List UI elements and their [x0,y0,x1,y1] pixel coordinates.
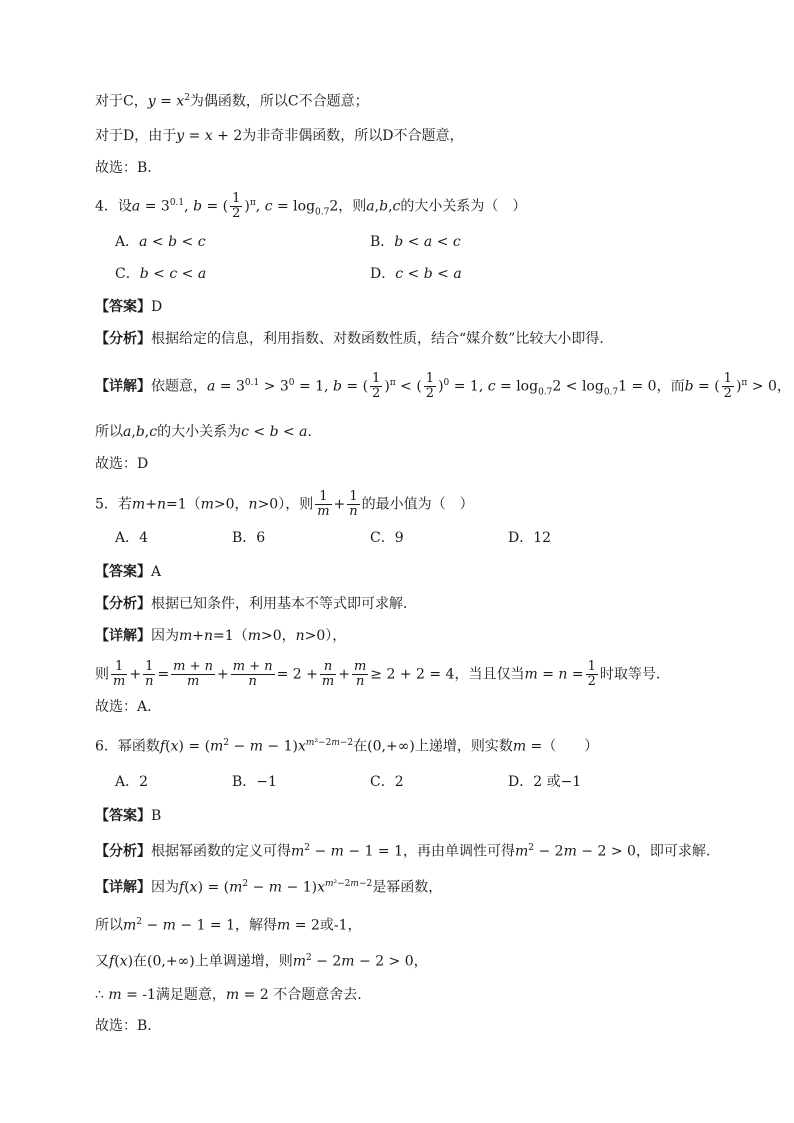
q6-detail-line-4: ∴ m = -1满足题意，m = 2 不合题意舍去. [95,987,362,1003]
q4-select: 故选：D [95,456,149,472]
q6-select: 故选：B. [95,1018,152,1034]
prev-line-1: 对于C，$y = x^2$为偶函数，所以C不合题意； [95,93,369,110]
q4-option-b: B．b < a < c [370,234,461,250]
q5-option-d: D．12 [508,530,552,546]
q6-stem: 6．幂函数$f(x) = (m^2 - m - 1)x^{m^2-2m-2}$在(0,+∞)上递增，则实数m =（ ） [95,738,599,755]
q6-option-d: D．2 或−1 [508,774,582,790]
q5-option-b: B．6 [232,530,266,546]
q6-option-c: C．2 [370,774,404,790]
q4-stem: 4．设$a = 3^{0.1}$, b = ( $\frac{1}{2}$ )$^\pi$, $c = \log_{0.7}2$，则a,b,c的大小关系为（ ） [95,191,527,221]
q6-analysis: 【分析】根据幂函数的定义可得$m^2 - m - 1 = 1$，再由单调性可得$m^2 - 2m - 2 > 0$，即可求解. [95,843,711,860]
q5-detail: 【详解】因为m+n=1（m>0，n>0）， [95,628,347,644]
q4-answer: 【答案】D [95,299,163,315]
q5-select: 故选：A． [95,699,162,715]
q4-option-a: A．a < b < c [115,234,206,250]
q4-analysis: 【分析】根据给定的信息，利用指数、对数函数性质，结合“媒介数”比较大小即得. [95,331,604,347]
q4-option-c: C．b < c < a [115,266,207,282]
q5-option-c: C．9 [370,530,404,546]
q4-option-d: D．c < b < a [370,266,462,282]
q4-detail: 【详解】依题意，$a = 3^{0.1} > 3^0 = 1$, b = ( $\frac{1}{2}$ )$^\pi$ < ( $\frac{1}{2}$ )$^0$ = 1, $c = \log_{0.7}2 < \log_{0.7}1 = 0$，而b = ( $\frac{1}{2}$ )$^\pi$ > 0， [95,371,791,401]
q5-option-a: A．4 [115,530,149,546]
q6-detail-line-3: 又f(x)在(0,+∞)上单调递增，则$m^2 - 2m - 2 > 0$， [95,953,428,970]
q5-detail-line-2: 则 $\frac{1}{m}$ + $\frac{1}{n}$ = $\frac{m + n}{m}$ + $\frac{m + n}{n}$ = 2 + $\frac{n}{m}$ + $\frac{m}{n}$ ≥ 2 + 2 = 4，当且仅当m = n = $\frac{1}{2}$ 时取等号． [95,659,670,689]
q5-answer: 【答案】A [95,564,162,580]
q4-conclusion: 所以a,b,c的大小关系为c < b < a. [95,424,312,440]
prev-select: 故选：B. [95,160,152,176]
q6-detail-line-2: 所以$m^2 - m - 1 = 1$，解得m = 2或-1， [95,917,362,934]
prev-line-2: 对于D，由于y = x + 2为非奇非偶函数，所以D不合题意， [95,128,464,144]
q5-analysis: 【分析】根据已知条件，利用基本不等式即可求解． [95,596,417,612]
q6-answer: 【答案】B [95,808,162,824]
q6-option-b: B．−1 [232,774,277,790]
q5-stem: 5．若m+n=1（m>0，n>0），则 $\frac{1}{m}$ + $\frac{1}{n}$ 的最小值为（ ） [95,489,474,519]
q6-option-a: A．2 [115,774,149,790]
q6-detail: 【详解】因为$f(x) = (m^2 - m - 1)x^{m^2-2m-2}$是幂函数， [95,879,443,896]
